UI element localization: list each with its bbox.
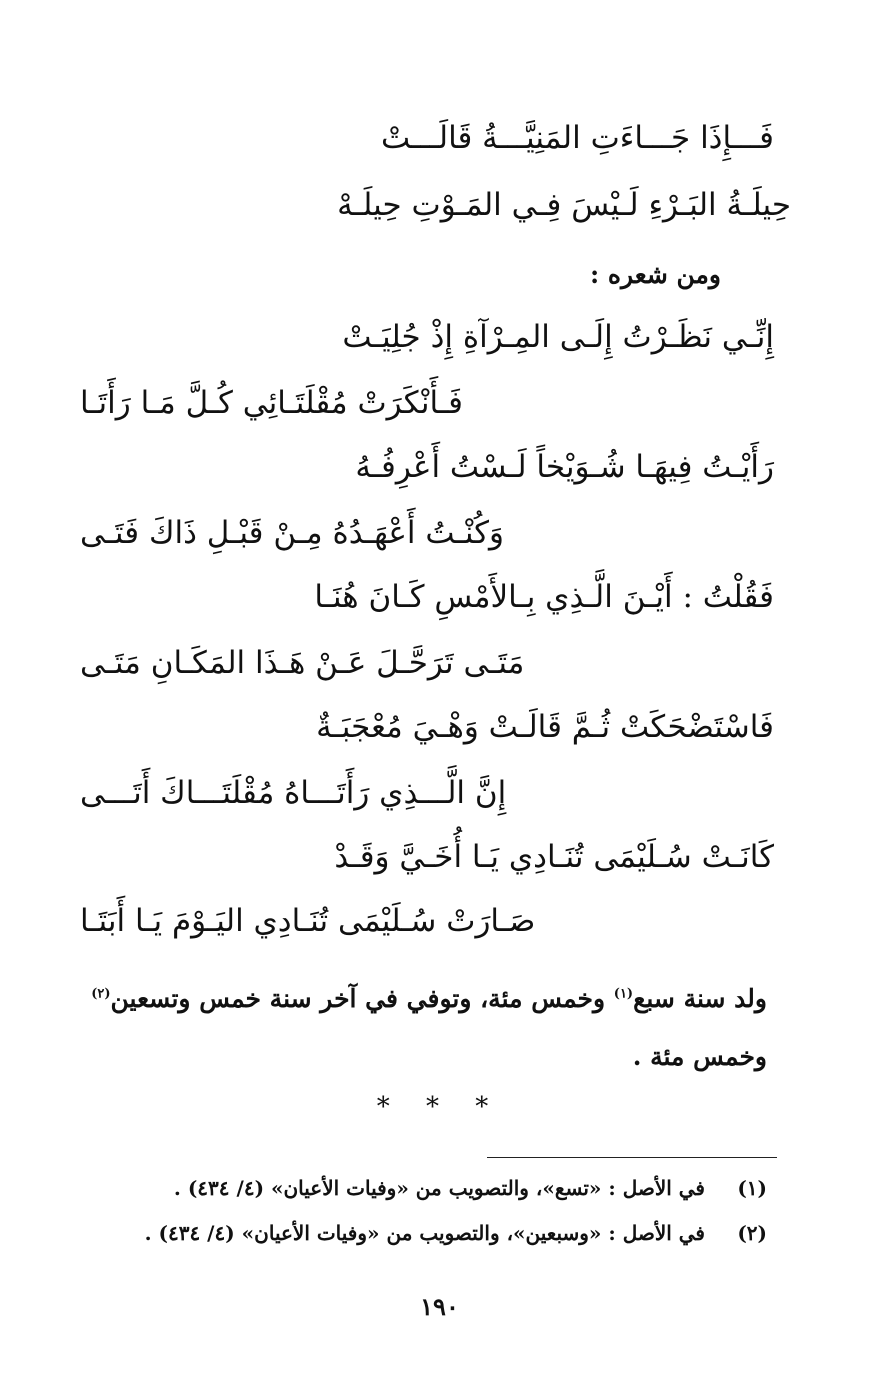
poem-hemistich-second: وَكُنْـتُ أَعْهَـدُهُ مِـنْ قَبْـلِ ذَاكَ فَتَـى <box>80 515 504 551</box>
poem-hemistich-second: صَـارَتْ سُـلَيْمَى تُنَـادِي اليَـوْمَ يَـا أَبَتَـا <box>80 903 536 939</box>
verse-line: حِيلَـةُ البَـرْءِ لَـيْسَ فِـي المَـوْتِ حِيلَـهْ <box>337 187 791 223</box>
poem-hemistich-first: رَأَيْـتُ فِيهَـا شُـوَيْخاً لَـسْتُ أَعْرِفُـهُ <box>355 449 774 485</box>
section-separator: * * * <box>376 1092 503 1122</box>
poem-hemistich-second: إِنَّ الَّـــذِي رَأَتَـــاهُ مُقْلَتَـــاكَ أَتَـــى <box>80 775 507 811</box>
biography-text: وخمس مئة، وتوفي في آخر سنة خمس وتسعين <box>110 984 614 1013</box>
page-number: ١٩٠ <box>420 1292 459 1321</box>
footnote-text: في الأصل : «وسبعين»، والتصويب من «وفيات الأعيان» (٤/ ٤٣٤) . <box>144 1221 705 1245</box>
footnote-ref[interactable]: (٢) <box>91 986 111 1002</box>
poem-hemistich-first: فَقُلْتُ : أَيْـنَ الَّـذِي بِـالأَمْسِ كَـانَ هُنَـا <box>314 579 774 615</box>
poem-hemistich-first: فَاسْتَضْحَكَتْ ثُـمَّ قَالَـتْ وَهْـيَ مُعْجَبَـةٌ <box>316 709 774 745</box>
poem-hemistich-second: فَـأَنْكَرَتْ مُقْلَتَـائِي كُـلَّ مَـا رَأَتَـا <box>80 385 463 421</box>
biography-text: ولد سنة سبع <box>633 984 767 1013</box>
footnote-divider <box>487 1157 777 1158</box>
footnote <box>145 1223 767 1243</box>
footnote-number: (١) <box>737 1176 767 1200</box>
footnote <box>174 1178 767 1198</box>
biography-line: وخمس مئة . <box>632 1042 767 1071</box>
footnote-ref[interactable]: (١) <box>613 986 634 1002</box>
poem-hemistich-first: إِنِّـي نَظَـرْتُ إِلَـى المِـرْآةِ إِذْ جُلِيَـتْ <box>342 319 774 355</box>
poem-hemistich-first: كَانَـتْ سُـلَيْمَى تُنَـادِي يَـا أُخَـيَّ وَقَـدْ <box>334 839 774 875</box>
poem-intro: ومن شعره : <box>589 260 721 289</box>
poem-hemistich-second: مَتَـى تَرَحَّـلَ عَـنْ هَـذَا المَكَـانِ مَتَـى <box>80 645 525 681</box>
verse-line: فَـــإِذَا جَـــاءَتِ المَنِيَّـــةُ قَالَـــتْ <box>380 120 774 156</box>
footnote-text: في الأصل : «تسع»، والتصويب من «وفيات الأعيان» (٤/ ٤٣٤) . <box>173 1176 705 1200</box>
biography-line <box>91 986 767 1011</box>
footnote-number: (٢) <box>737 1221 767 1245</box>
